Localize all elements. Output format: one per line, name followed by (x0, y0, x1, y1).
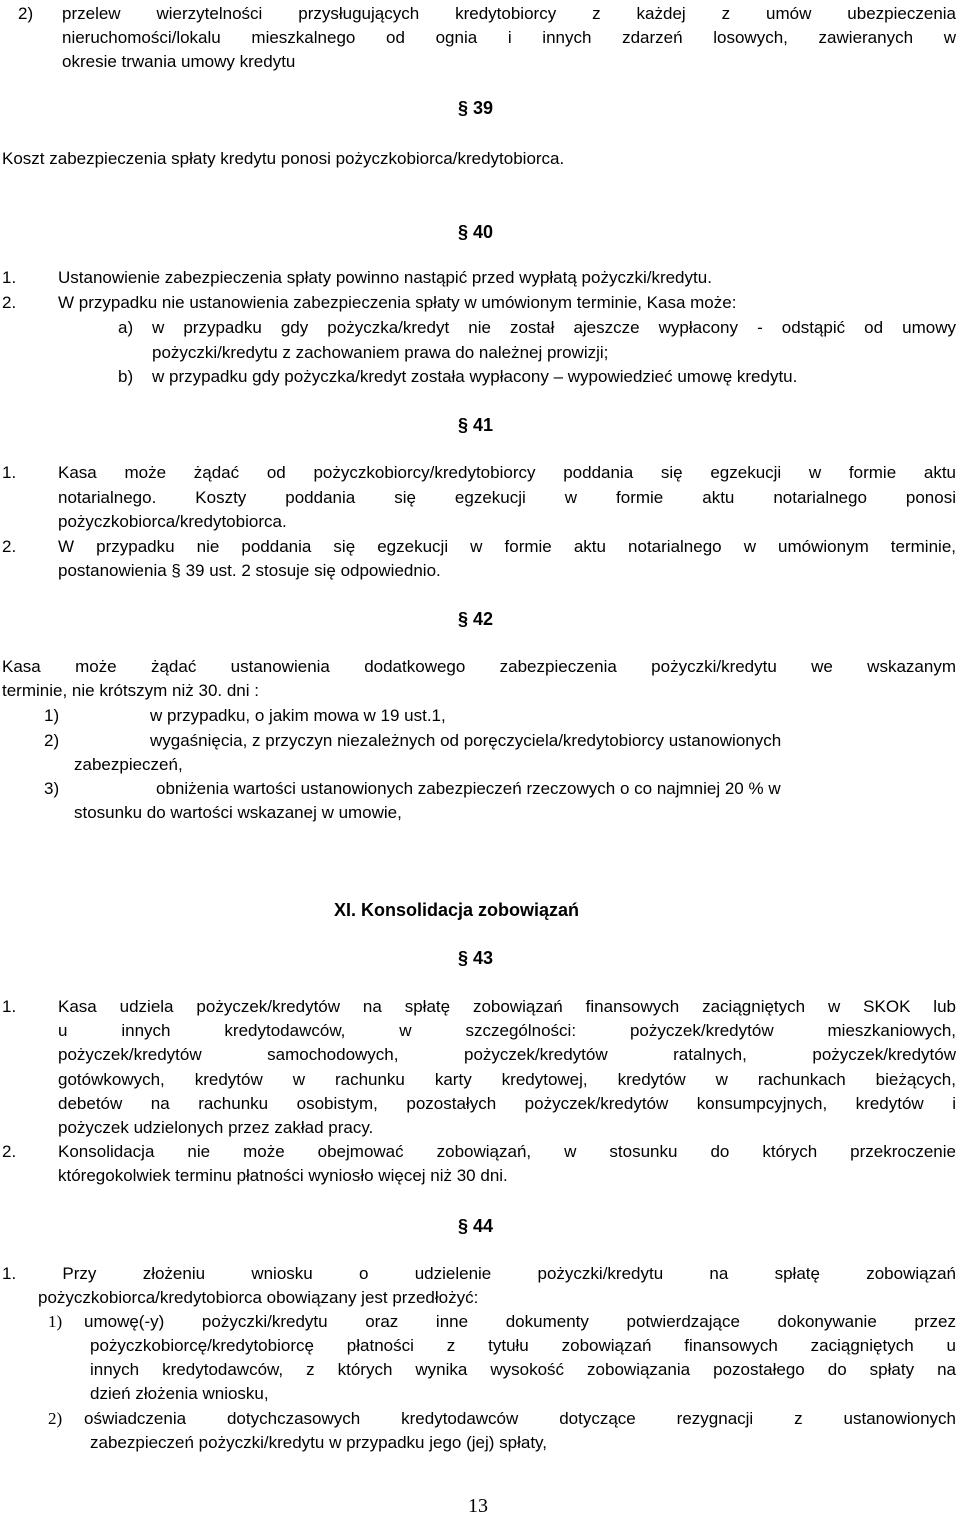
paragraph-line: innych kredytodawców, z których wynika wysokość zobowiązania pozostałego do spłaty na (90, 1360, 956, 1379)
paragraph-line: w przypadku gdy pożyczka/kredyt nie został ajeszcze wypłacony - odstąpić od umowy (152, 318, 956, 337)
list-number: 1. (2, 268, 17, 287)
paragraph-line: terminie, nie krótszym niż 30. dni : (2, 681, 259, 700)
section-heading-40: § 40 (458, 222, 494, 242)
paragraph-line: pożyczkobiorcę/kredytobiorcę płatności z tytułu zobowiązań finansowych zaciągniętych u (90, 1336, 956, 1355)
section-heading-44: § 44 (458, 1216, 494, 1236)
list-number: 1) (44, 706, 60, 725)
section-heading-39: § 39 (458, 98, 494, 118)
paragraph-line: Ustanowienie zabezpieczenia spłaty powinno nastąpić przed wypłatą pożyczki/kredytu. (58, 268, 712, 287)
paragraph-line: przelew wierzytelności przysługujących kredytobiorcy z każdej z umów ubezpieczenia (62, 4, 956, 23)
paragraph-line: okresie trwania umowy kredytu (62, 52, 296, 71)
section-heading-42: § 42 (458, 609, 494, 629)
paragraph-line: pożyczek/kredytów samochodowych, pożyczek/kredytów ratalnych, pożyczek/kredytów (58, 1045, 956, 1064)
paragraph-line: wygaśnięcia, z przyczyn niezależnych od poręczyciela/kredytobiorcy ustanowionych (150, 731, 782, 750)
paragraph-line: notarialnego. Koszty poddania się egzekucji w formie aktu notarialnego ponosi (58, 488, 956, 507)
paragraph-line: Konsolidacja nie może obejmować zobowiązań, w stosunku do których przekroczenie (58, 1142, 956, 1161)
list-number: 2. (2, 293, 17, 312)
list-letter: a) (118, 318, 134, 337)
list-number: 1. (2, 997, 17, 1016)
paragraph-line: któregokolwiek terminu płatności wyniosło więcej niż 30 dni. (58, 1166, 508, 1185)
paragraph-line: 1. Przy złożeniu wniosku o udzielenie pożyczki/kredytu na spłatę zobowiązań (2, 1264, 956, 1283)
paragraph-line: Kasa udziela pożyczek/kredytów na spłatę zobowiązań finansowych zaciągniętych w SKOK lub (58, 997, 956, 1016)
paragraph-line: pożyczkobiorca/kredytobiorca. (58, 512, 287, 531)
paragraph-line: pożyczki/kredytu z zachowaniem prawa do należnej prowizji; (152, 343, 609, 362)
page-number: 13 (468, 1495, 488, 1517)
list-number: 2) (44, 731, 60, 750)
paragraph-line: w przypadku gdy pożyczka/kredyt została wypłacony – wypowiedzieć umowę kredytu. (152, 367, 798, 386)
paragraph-line: w przypadku, o jakim mowa w 19 ust.1, (150, 706, 446, 725)
paragraph-line: debetów na rachunku osobistym, pozostałych pożyczek/kredytów konsumpcyjnych, kredytów i (58, 1094, 956, 1113)
list-number: 3) (44, 779, 60, 798)
section-heading-43: § 43 (458, 948, 494, 968)
paragraph-line: u innych kredytodawców, w szczególności: pożyczek/kredytów mieszkaniowych, (58, 1021, 956, 1040)
list-number: 1) (48, 1312, 63, 1331)
paragraph-line: Kasa może żądać od pożyczkobiorcy/kredytobiorcy poddania się egzekucji w formie aktu (58, 463, 956, 482)
list-number: 2) (48, 1409, 63, 1428)
paragraph-line: W przypadku nie poddania się egzekucji w formie aktu notarialnego w umówionym terminie, (58, 537, 956, 556)
paragraph-line: gotówkowych, kredytów w rachunku karty kredytowej, kredytów w rachunkach bieżących, (58, 1070, 956, 1089)
paragraph-line: nieruchomości/lokalu mieszkalnego od ognia i innych zdarzeń losowych, zawieranych w (62, 28, 956, 47)
paragraph-line: W przypadku nie ustanowienia zabezpieczenia spłaty w umówionym terminie, Kasa może: (58, 293, 737, 312)
section-heading-41: § 41 (458, 415, 494, 435)
list-number: 2. (2, 1142, 17, 1161)
paragraph-line: pożyczkobiorca/kredytobiorca obowiązany jest przedłożyć: (38, 1288, 479, 1307)
list-number: 2) (18, 4, 34, 23)
paragraph-line: postanowienia § 39 ust. 2 stosuje się odpowiednio. (58, 561, 441, 580)
chapter-heading: XI. Konsolidacja zobowiązań (334, 900, 580, 920)
list-letter: b) (118, 367, 134, 386)
paragraph-line: stosunku do wartości wskazanej w umowie, (74, 803, 402, 822)
paragraph-line: obniżenia wartości ustanowionych zabezpieczeń rzeczowych o co najmniej 20 % w (156, 779, 781, 798)
paragraph-line: Koszt zabezpieczenia spłaty kredytu ponosi pożyczkobiorca/kredytobiorca. (2, 149, 565, 168)
list-number: 1. (2, 463, 17, 482)
paragraph-line: oświadczenia dotychczasowych kredytodawców dotyczące rezygnacji z ustanowionych (84, 1409, 956, 1428)
paragraph-line: umowę(-y) pożyczki/kredytu oraz inne dokumenty potwierdzające dokonywanie przez (84, 1312, 956, 1331)
list-number: 2. (2, 537, 17, 556)
paragraph-line: dzień złożenia wniosku, (90, 1384, 269, 1403)
paragraph-line: zabezpieczeń, (74, 755, 183, 774)
paragraph-line: zabezpieczeń pożyczki/kredytu w przypadku jego (jej) spłaty, (90, 1433, 548, 1452)
paragraph-line: pożyczek udzielonych przez zakład pracy. (58, 1118, 374, 1137)
paragraph-line: Kasa może żądać ustanowienia dodatkowego zabezpieczenia pożyczki/kredytu we wskazanym (2, 657, 956, 676)
